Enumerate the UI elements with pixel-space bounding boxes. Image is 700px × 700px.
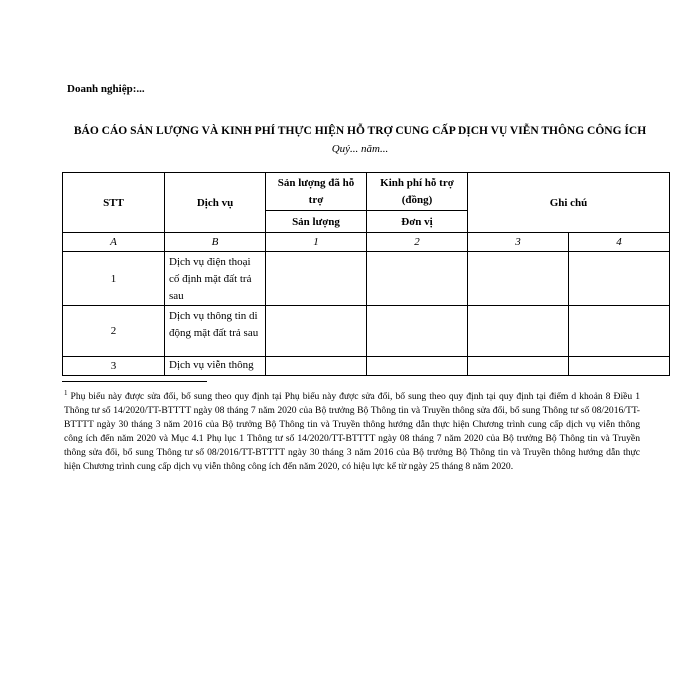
index-cell: 1 [266, 233, 367, 252]
row-stt: 1 [63, 252, 165, 306]
index-row [63, 233, 670, 252]
table-row [63, 306, 670, 357]
footnote [64, 386, 640, 474]
index-cell: B [165, 233, 266, 252]
row-cell [569, 306, 670, 357]
subheader-output: Sản lượng [266, 211, 367, 233]
company-label: Doanh nghiệp:... [67, 83, 145, 95]
row-cell [569, 357, 670, 376]
footnote-marker: 1 [64, 389, 68, 397]
report-table [62, 172, 670, 376]
row-cell [367, 306, 468, 357]
footnote-separator [62, 381, 207, 382]
table-row [63, 357, 670, 376]
header-notes: Ghi chú [468, 173, 670, 233]
row-cell [569, 252, 670, 306]
row-cell [367, 357, 468, 376]
index-cell: 3 [468, 233, 569, 252]
report-subtitle: Quý... năm... [331, 143, 389, 155]
index-cell: 2 [367, 233, 468, 252]
row-cell [367, 252, 468, 306]
row-service: Dịch vụ điện thoại cố định mặt đất trả sau [165, 252, 266, 306]
header-service: Dịch vụ [165, 173, 266, 233]
row-cell [266, 357, 367, 376]
row-service: Dịch vụ viễn thông [165, 357, 266, 376]
row-cell [468, 252, 569, 306]
row-stt: 3 [63, 357, 165, 376]
table-row [63, 252, 670, 306]
index-cell: A [63, 233, 165, 252]
row-cell [266, 252, 367, 306]
header-funding: Kinh phí hỗ trợ (đồng) [367, 173, 468, 211]
row-service: Dịch vụ thông tin di động mặt đất trả sau [165, 306, 266, 357]
row-cell [266, 306, 367, 357]
index-cell: 4 [569, 233, 670, 252]
header-stt: STT [63, 173, 165, 233]
row-cell [468, 306, 569, 357]
footnote-text: Phụ biểu này được sửa đổi, bổ sung theo quy định tại Phụ biểu này được sửa đổi, bổ sung theo quy định tại quy định tại điểm d khoản 8 Điều 1 Thông tư số 14/2020/TT-BTTTT ngày 08 tháng 7 năm 2020 của Bộ trưởng Bộ Thông tin và Truyền thông sửa đổi, bổ sung Thông tư số 08/2016/TT-BTTTT ngày 30 tháng 3 năm 2016 của Bộ trưởng Bộ Thông tin và Truyền thông hướng dẫn thực hiện Chương trình cung cấp dịch vụ viễn thông công ích đến năm 2020 và Mục 4.1 Phụ lục 1 Thông tư số 14/2020/TT-BTTTT ngày 08 tháng 7 năm 2020 của Bộ trưởng Bộ Thông tin và Truyền thông sửa đổi, bổ sung Thông tư số 08/2016/TT-BTTTT ngày 30 tháng 3 năm 2016 của Bộ trưởng Bộ Thông tin và Truyền thông hướng dẫn thực hiện Chương trình cung cấp dịch vụ viễn thông công ích đến năm 2020, có hiệu lực kể từ ngày 25 tháng 8 năm 2020. [64, 391, 640, 473]
subheader-unit: Đơn vị [367, 211, 468, 233]
row-stt: 2 [63, 306, 165, 357]
report-title: BÁO CÁO SẢN LƯỢNG VÀ KINH PHÍ THỰC HIỆN HỖ TRỢ CUNG CẤP DỊCH VỤ VIỄN THÔNG CÔNG ÍCH [73, 125, 647, 137]
header-output: Sản lượng đã hỗ trợ [266, 173, 367, 211]
row-cell [468, 357, 569, 376]
